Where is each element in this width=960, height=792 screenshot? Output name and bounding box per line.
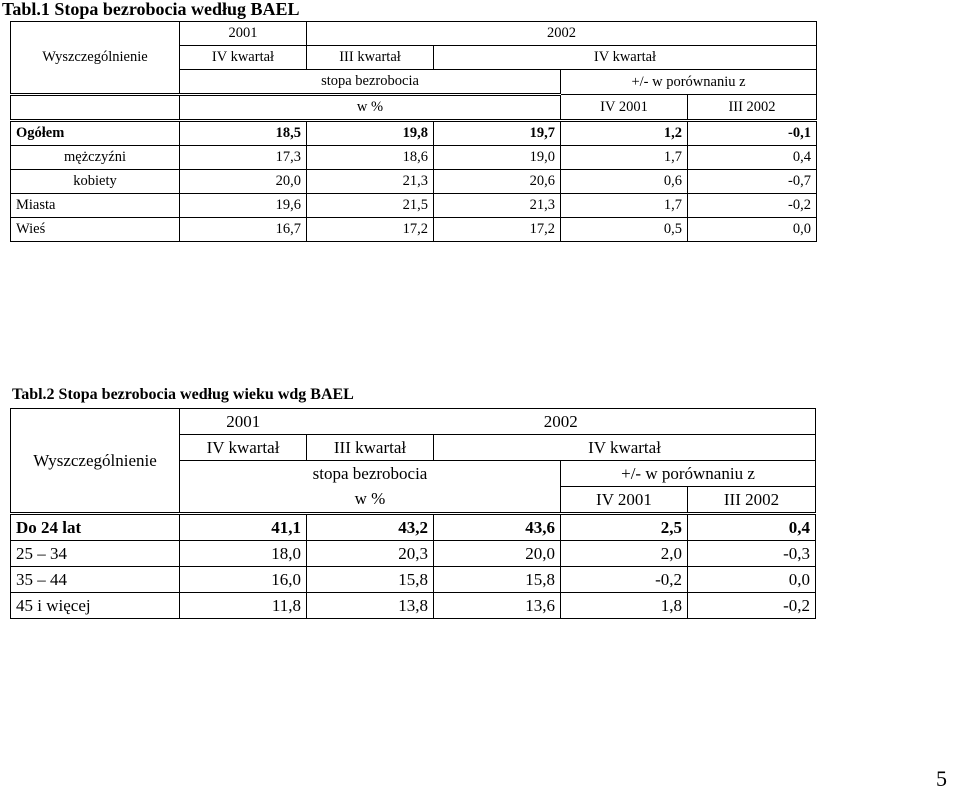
header-year-2001: 2001 bbox=[180, 409, 307, 435]
table-row bbox=[11, 593, 816, 619]
cell: -0,2 bbox=[688, 593, 816, 619]
cell: -0,3 bbox=[688, 541, 816, 567]
header-blank bbox=[11, 95, 180, 121]
cell: 41,1 bbox=[180, 514, 307, 541]
cell: 0,5 bbox=[561, 218, 688, 242]
header-year-2002: 2002 bbox=[307, 22, 817, 46]
cell: 13,6 bbox=[434, 593, 561, 619]
cell: 16,7 bbox=[180, 218, 307, 242]
row-label: Ogółem bbox=[11, 121, 180, 146]
row-label: 45 i więcej bbox=[11, 593, 180, 619]
cell: -0,2 bbox=[561, 567, 688, 593]
cell: 21,5 bbox=[307, 194, 434, 218]
table-row bbox=[11, 121, 817, 146]
header-year-2001: 2001 bbox=[180, 22, 307, 46]
cell: 43,6 bbox=[434, 514, 561, 541]
cell: 17,2 bbox=[307, 218, 434, 242]
cell: 18,6 bbox=[307, 146, 434, 170]
header-cmp-iv-2001: IV 2001 bbox=[561, 95, 688, 121]
row-label: Wieś bbox=[11, 218, 180, 242]
cell: 0,4 bbox=[688, 514, 816, 541]
cell: 20,0 bbox=[434, 541, 561, 567]
cell: 0,0 bbox=[688, 567, 816, 593]
cell: -0,7 bbox=[688, 170, 817, 194]
cell: 1,7 bbox=[561, 146, 688, 170]
cell: 18,0 bbox=[180, 541, 307, 567]
header-q-iii-2002: III kwartał bbox=[307, 435, 434, 461]
cell: 15,8 bbox=[434, 567, 561, 593]
table-row bbox=[11, 218, 817, 242]
row-label: 35 – 44 bbox=[11, 567, 180, 593]
row-label: Miasta bbox=[11, 194, 180, 218]
header-q-iv-2001: IV kwartał bbox=[180, 46, 307, 70]
cell: 2,0 bbox=[561, 541, 688, 567]
cell: 19,7 bbox=[434, 121, 561, 146]
row-label: mężczyźni bbox=[11, 146, 180, 170]
cell: -0,1 bbox=[688, 121, 817, 146]
header-cmp-iii-2002: III 2002 bbox=[688, 95, 817, 121]
cell: 1,8 bbox=[561, 593, 688, 619]
table-row bbox=[11, 194, 817, 218]
cell: -0,2 bbox=[688, 194, 817, 218]
header-q-iii-2002: III kwartał bbox=[307, 46, 434, 70]
table1-title: Tabl.1 Stopa bezrobocia według BAEL bbox=[2, 0, 300, 19]
unemployment-by-age-table bbox=[10, 408, 816, 619]
cell: 17,3 bbox=[180, 146, 307, 170]
row-label: Do 24 lat bbox=[11, 514, 180, 541]
cell: 17,2 bbox=[434, 218, 561, 242]
cell: 1,7 bbox=[561, 194, 688, 218]
header-unit: w % bbox=[180, 487, 561, 514]
cell: 0,6 bbox=[561, 170, 688, 194]
header-year-2002: 2002 bbox=[307, 409, 816, 435]
cell: 21,3 bbox=[434, 194, 561, 218]
cell: 20,6 bbox=[434, 170, 561, 194]
table-row bbox=[11, 567, 816, 593]
header-cmp-iii-2002: III 2002 bbox=[688, 487, 816, 514]
header-rowlabel: Wyszczególnienie bbox=[11, 409, 180, 514]
header-q-iv-2001: IV kwartał bbox=[180, 435, 307, 461]
header-compare: +/- w porównaniu z bbox=[561, 70, 817, 95]
cell: 20,3 bbox=[307, 541, 434, 567]
cell: 19,8 bbox=[307, 121, 434, 146]
table-row bbox=[11, 146, 817, 170]
header-compare: +/- w porównaniu z bbox=[561, 461, 816, 487]
cell: 13,8 bbox=[307, 593, 434, 619]
cell: 19,6 bbox=[180, 194, 307, 218]
row-label: kobiety bbox=[11, 170, 180, 194]
header-rowlabel: Wyszczególnienie bbox=[11, 22, 180, 95]
header-unit: w % bbox=[180, 95, 561, 121]
page-number: 5 bbox=[936, 766, 947, 791]
header-rate: stopa bezrobocia bbox=[180, 461, 561, 487]
cell: 1,2 bbox=[561, 121, 688, 146]
table-row bbox=[11, 170, 817, 194]
table-row bbox=[11, 514, 816, 541]
table-row bbox=[11, 541, 816, 567]
cell: 43,2 bbox=[307, 514, 434, 541]
cell: 0,0 bbox=[688, 218, 817, 242]
cell: 2,5 bbox=[561, 514, 688, 541]
cell: 11,8 bbox=[180, 593, 307, 619]
cell: 19,0 bbox=[434, 146, 561, 170]
header-q-iv-2002: IV kwartał bbox=[434, 435, 816, 461]
cell: 18,5 bbox=[180, 121, 307, 146]
cell: 21,3 bbox=[307, 170, 434, 194]
header-cmp-iv-2001: IV 2001 bbox=[561, 487, 688, 514]
table2-title: Tabl.2 Stopa bezrobocia według wieku wdg BAEL bbox=[12, 386, 354, 403]
cell: 16,0 bbox=[180, 567, 307, 593]
cell: 15,8 bbox=[307, 567, 434, 593]
cell: 20,0 bbox=[180, 170, 307, 194]
row-label: 25 – 34 bbox=[11, 541, 180, 567]
cell: 0,4 bbox=[688, 146, 817, 170]
header-rate: stopa bezrobocia bbox=[180, 70, 561, 95]
unemployment-table-bael bbox=[10, 21, 817, 242]
header-q-iv-2002: IV kwartał bbox=[434, 46, 817, 70]
